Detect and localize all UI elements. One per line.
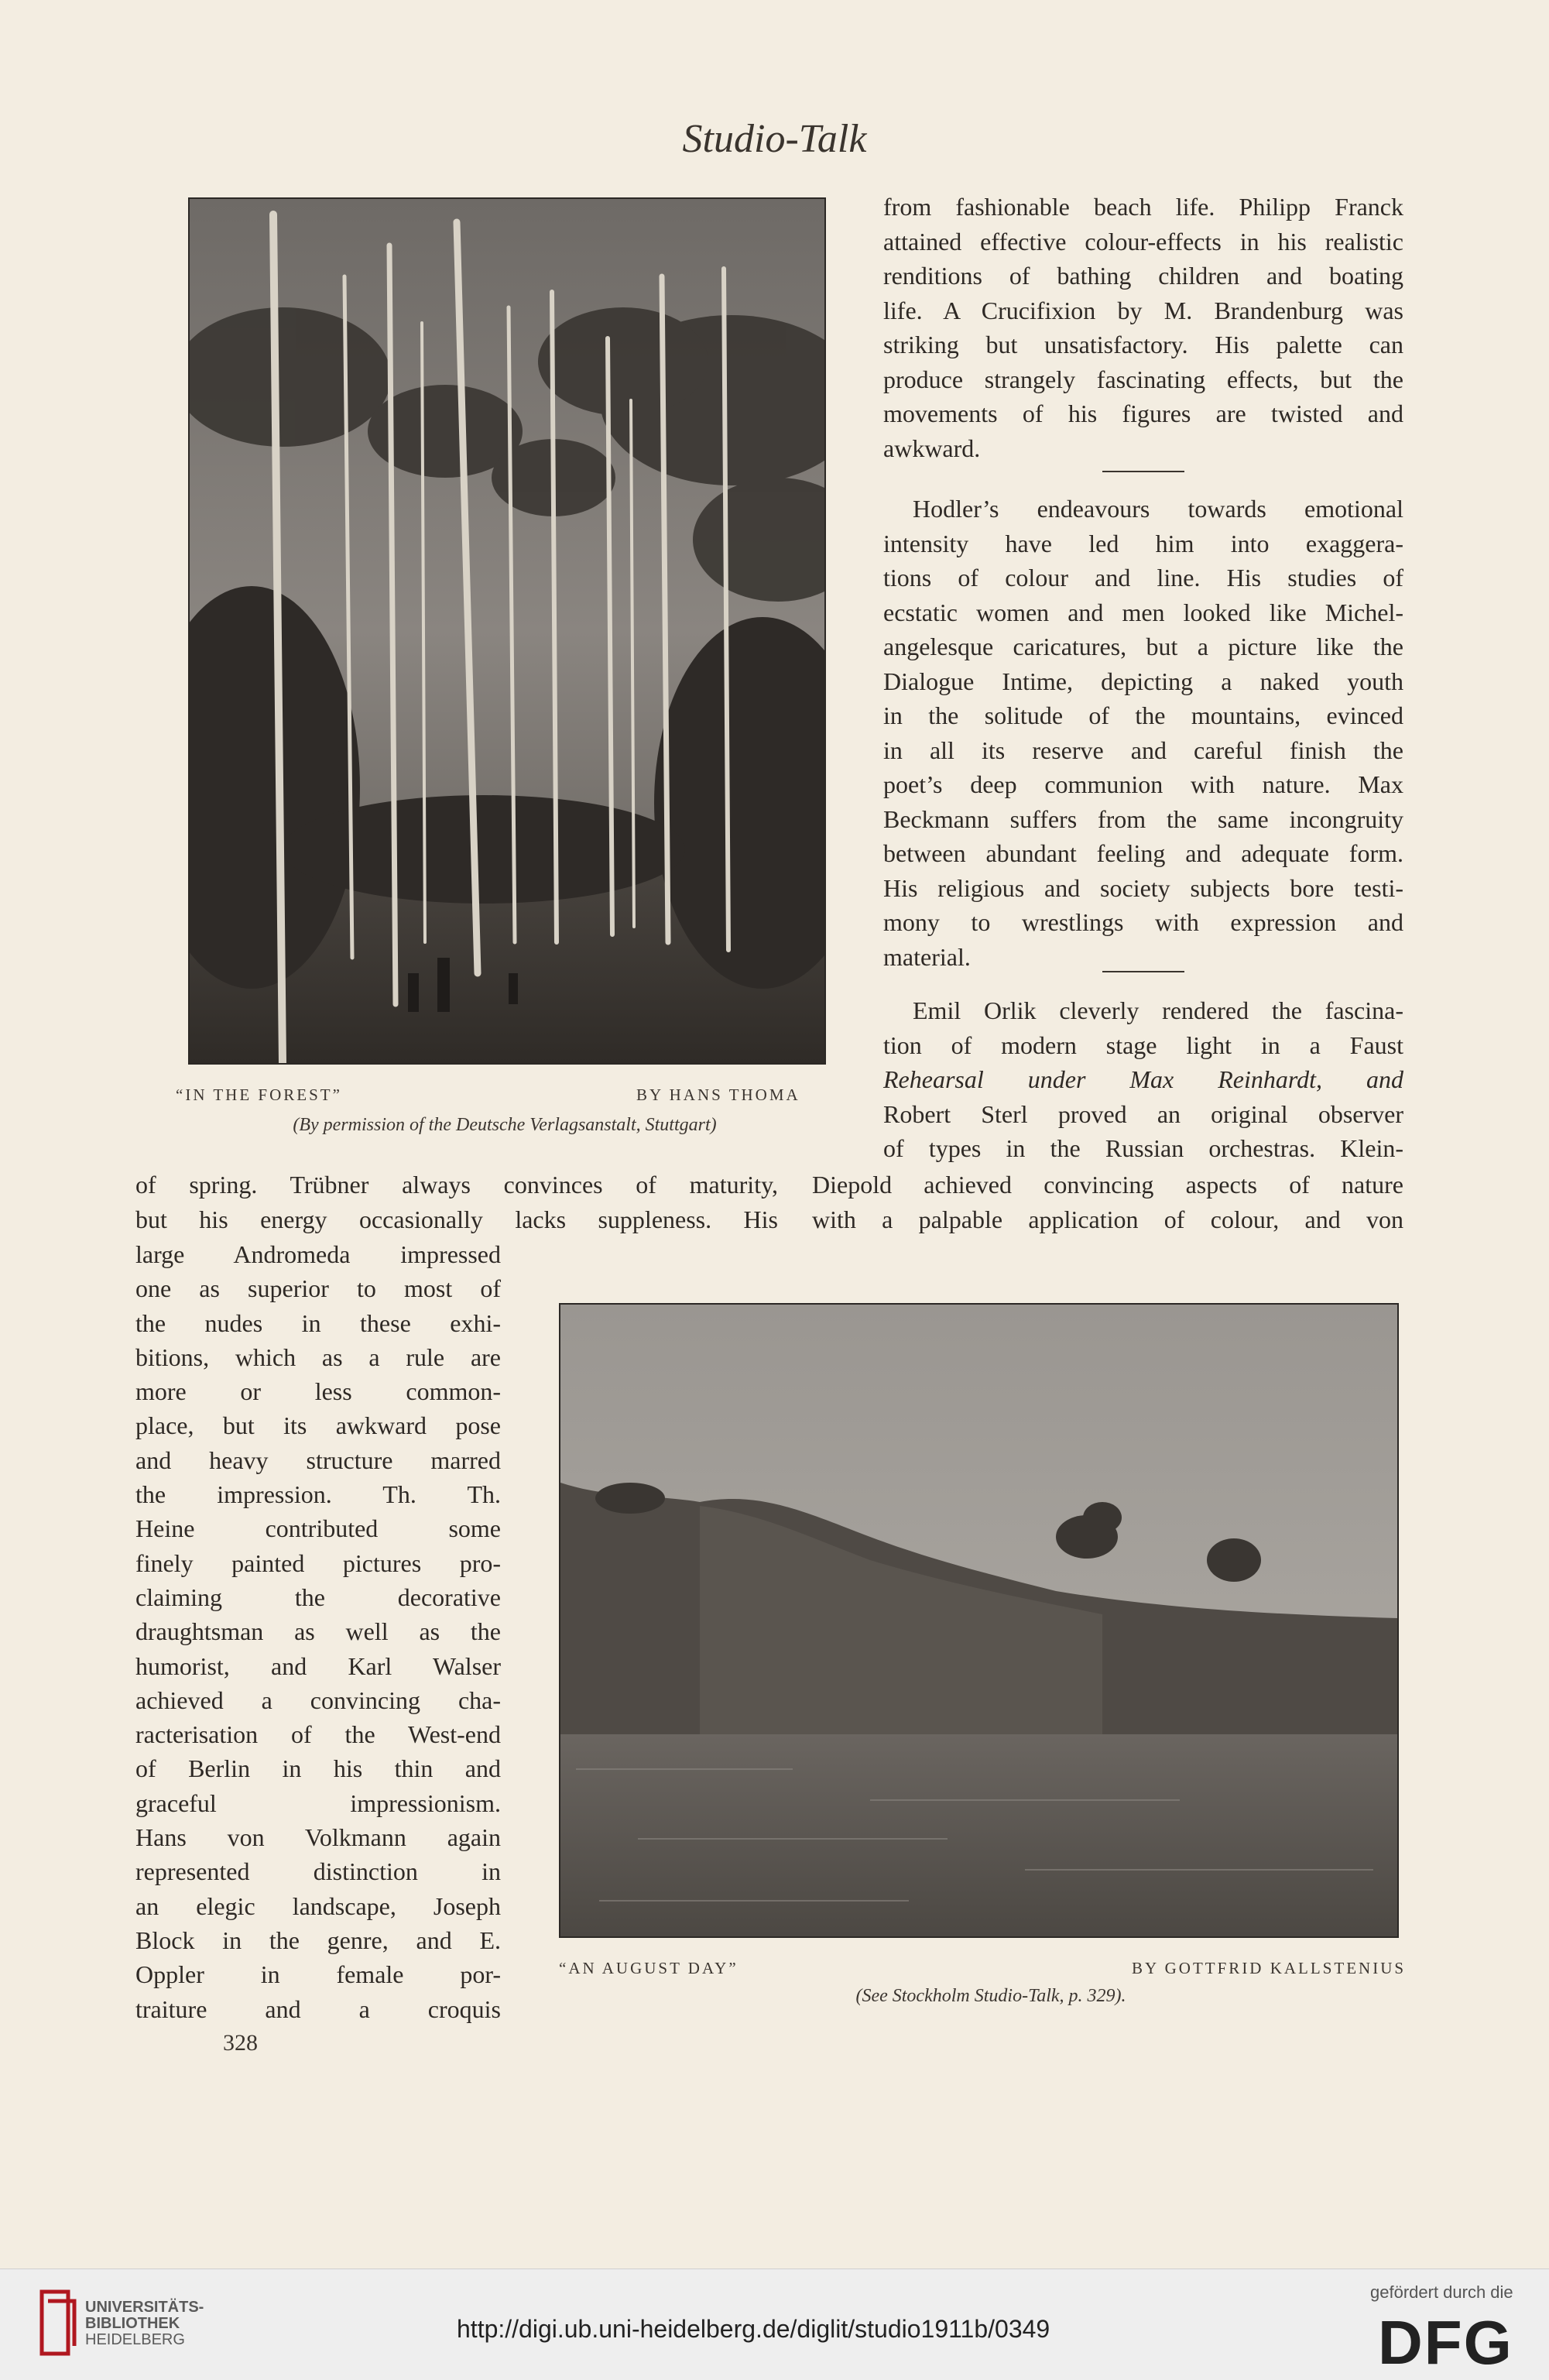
section-divider (1102, 971, 1184, 972)
right-column-paragraph-2 (883, 492, 1403, 974)
forest-image (190, 199, 824, 1063)
text-line: the nudes in these exhi- (135, 1308, 501, 1337)
text-line: attained effective colour-effects in his realistic (883, 227, 1403, 255)
library-logo-icon (37, 2284, 79, 2361)
text-line: ecstatic women and men looked like Michel- (883, 598, 1403, 626)
text-line: in the solitude of the mountains, evinced (883, 701, 1403, 729)
plate2-caption-credit: (See Stockholm Studio-Talk, p. 329). (855, 1986, 1126, 2006)
text-line: the impression. Th. Th. (135, 1480, 501, 1509)
text-line: His religious and society subjects bore testi- (883, 873, 1403, 902)
text-line: graceful impressionism. (135, 1788, 501, 1817)
plate1-caption-credit: (By permission of the Deutsche Verlagsanstalt, Stuttgart) (293, 1115, 717, 1135)
text-line: of spring. Trübner always convinces of maturity, (135, 1171, 778, 1199)
text-line: material. (883, 942, 971, 971)
august-day-illustration (559, 1303, 1399, 1938)
right-column-paragraph-3 (883, 993, 1403, 1166)
library-line-2: BIBLIOTHEK (85, 2315, 180, 2332)
source-url-link[interactable]: http://digi.ub.uni-heidelberg.de/diglit/studio1911b/0349 (457, 2315, 1050, 2343)
library-line-1: UNIVERSITÄTS- (85, 2299, 204, 2316)
text-line: of Berlin in his thin and (135, 1754, 501, 1783)
text-line: claiming the decorative (135, 1583, 501, 1611)
library-name (85, 2299, 204, 2348)
text-line: finely painted pictures pro- (135, 1548, 501, 1577)
text-line: angelesque caricatures, but a picture like the (883, 633, 1403, 660)
text-line: Block in the genre, and E. (135, 1926, 501, 1954)
text-line: large Andromeda impressed (135, 1240, 501, 1268)
text-line: striking but unsatisfactory. His palette can (883, 331, 1403, 358)
text-line: movements of his figures are twisted and (883, 400, 1403, 427)
text-line: one as superior to most of (135, 1274, 501, 1303)
text-line: humorist, and Karl Walser (135, 1651, 501, 1680)
plate2-caption-title: “AN AUGUST DAY” (559, 1959, 739, 1977)
left-narrow-column (135, 1237, 501, 2026)
text-line: tion of modern stage light in a Faust (883, 1031, 1403, 1059)
text-line: Emil Orlik cleverly rendered the fascina- (913, 996, 1403, 1024)
plate1-caption-artist: BY HANS THOMA (636, 1085, 800, 1104)
full-width-left-lines (135, 1168, 778, 1236)
landscape-image (560, 1305, 1397, 1936)
text-line: tions of colour and line. His studies of (883, 564, 1403, 592)
text-line: of types in the Russian orchestras. Klein- (883, 1134, 1403, 1162)
text-line: Diepold achieved convincing aspects of nature (812, 1171, 1403, 1199)
text-line: place, but its awkward pose (135, 1411, 501, 1440)
text-line: achieved a convincing cha- (135, 1686, 501, 1714)
text-line: intensity have led him into exaggera- (883, 529, 1403, 557)
text-line: produce strangely fascinating effects, but the (883, 365, 1403, 393)
text-line: life. A Crucifixion by M. Brandenburg was (883, 296, 1403, 324)
plate1-caption-title: “IN THE FOREST” (176, 1085, 342, 1104)
forest-illustration (188, 197, 826, 1065)
library-line-3: HEIDELBERG (85, 2331, 185, 2348)
text-line: more or less common- (135, 1377, 501, 1406)
text-line: Heine contributed some (135, 1514, 501, 1543)
text-line: draughtsman as well as the (135, 1617, 501, 1646)
text-line: Rehearsal under Max Reinhardt, and (883, 1065, 1403, 1093)
text-line: but his energy occasionally lacks suppleness. His (135, 1205, 778, 1233)
text-line: between abundant feeling and adequate form. (883, 839, 1403, 867)
text-line: traiture and a croquis (135, 1994, 501, 2023)
text-line: in all its reserve and careful finish the (883, 736, 1403, 764)
text-line: and heavy structure marred (135, 1445, 501, 1474)
text-line: Hodler’s endeavours towards emotional (913, 495, 1403, 523)
text-line: Dialogue Intime, depicting a naked youth (883, 667, 1403, 695)
text-line: Oppler in female por- (135, 1960, 501, 1989)
full-width-right-lines (812, 1168, 1403, 1236)
text-line: mony to wrestlings with expression and (883, 908, 1403, 936)
plate2-caption-artist: BY GOTTFRID KALLSTENIUS (1132, 1959, 1407, 1977)
section-divider (1102, 471, 1184, 472)
text-line: represented distinction in (135, 1857, 501, 1886)
dfg-logo: DFG (1378, 2308, 1513, 2377)
text-line: from fashionable beach life. Philipp Franck (883, 193, 1403, 221)
text-line: Beckmann suffers from the same incongruity (883, 804, 1403, 833)
text-line: bitions, which as a rule are (135, 1343, 501, 1371)
text-line: awkward. (883, 434, 981, 462)
text-line: renditions of bathing children and boating (883, 262, 1403, 290)
funding-text: gefördert durch die (1370, 2282, 1513, 2302)
text-line: an elegic landscape, Joseph (135, 1891, 501, 1920)
text-line: poet’s deep communion with nature. Max (883, 770, 1403, 798)
right-column-paragraph-1 (883, 190, 1403, 465)
running-header: Studio-Talk (682, 117, 867, 161)
text-line: Robert Sterl proved an original observer (883, 1099, 1403, 1128)
text-line: Hans von Volkmann again (135, 1823, 501, 1852)
text-line: with a palpable application of colour, and von (812, 1205, 1403, 1233)
text-line: racterisation of the West-end (135, 1720, 501, 1749)
page-number: 328 (223, 2030, 258, 2056)
